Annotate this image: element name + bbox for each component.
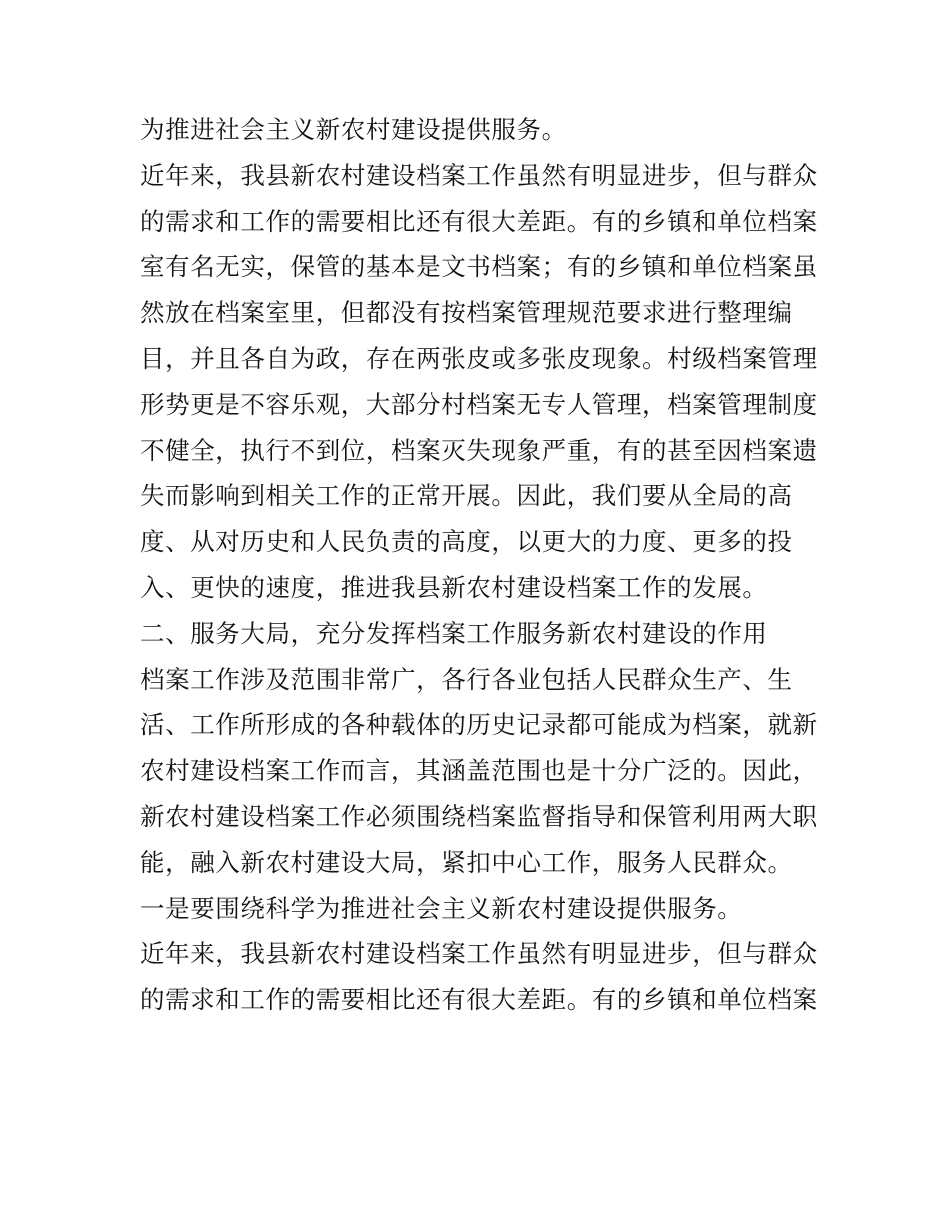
text-line: 入、更快的速度，推进我县新农村建设档案工作的发展。 — [140, 572, 768, 602]
text-line: 室有名无实，保管的基本是文书档案；有的乡镇和单位档案虽 — [140, 252, 818, 282]
text-line: 能，融入新农村建设大局，紧扣中心工作，服务人民群众。 — [140, 847, 793, 877]
text-line: 活、工作所形成的各种载体的历史记录都可能成为档案，就新 — [140, 710, 818, 740]
text-line: 近年来，我县新农村建设档案工作虽然有明显进步，但与群众 — [140, 939, 818, 969]
text-line: 一是要围绕科学为推进社会主义新农村建设提供服务。 — [140, 893, 743, 923]
text-line: 形势更是不容乐观，大部分村档案无专人管理，档案管理制度 — [140, 389, 818, 419]
text-line: 然放在档案室里，但都没有按档案管理规范要求进行整理编 — [140, 298, 793, 328]
text-line: 的需求和工作的需要相比还有很大差距。有的乡镇和单位档案 — [140, 985, 818, 1015]
section-heading: 二、服务大局，充分发挥档案工作服务新农村建设的作用 — [140, 618, 768, 648]
text-line: 近年来，我县新农村建设档案工作虽然有明显进步，但与群众 — [140, 160, 818, 190]
text-line: 不健全，执行不到位，档案灭失现象严重，有的甚至因档案遗 — [140, 435, 818, 465]
text-line: 新农村建设档案工作必须围绕档案监督指导和保管利用两大职 — [140, 801, 818, 831]
text-line: 度、从对历史和人民负责的高度，以更大的力度、更多的投 — [140, 527, 793, 557]
document-body — [140, 107, 830, 1023]
text-line: 失而影响到相关工作的正常开展。因此，我们要从全局的高 — [140, 481, 793, 511]
text-line: 农村建设档案工作而言，其涵盖范围也是十分广泛的。因此， — [140, 756, 818, 786]
text-line: 的需求和工作的需要相比还有很大差距。有的乡镇和单位档案 — [140, 206, 818, 236]
text-line: 为推进社会主义新农村建设提供服务。 — [140, 115, 567, 144]
text-line: 档案工作涉及范围非常广，各行各业包括人民群众生产、生 — [140, 664, 793, 694]
text-line: 目，并且各自为政，存在两张皮或多张皮现象。村级档案管理 — [140, 343, 818, 373]
